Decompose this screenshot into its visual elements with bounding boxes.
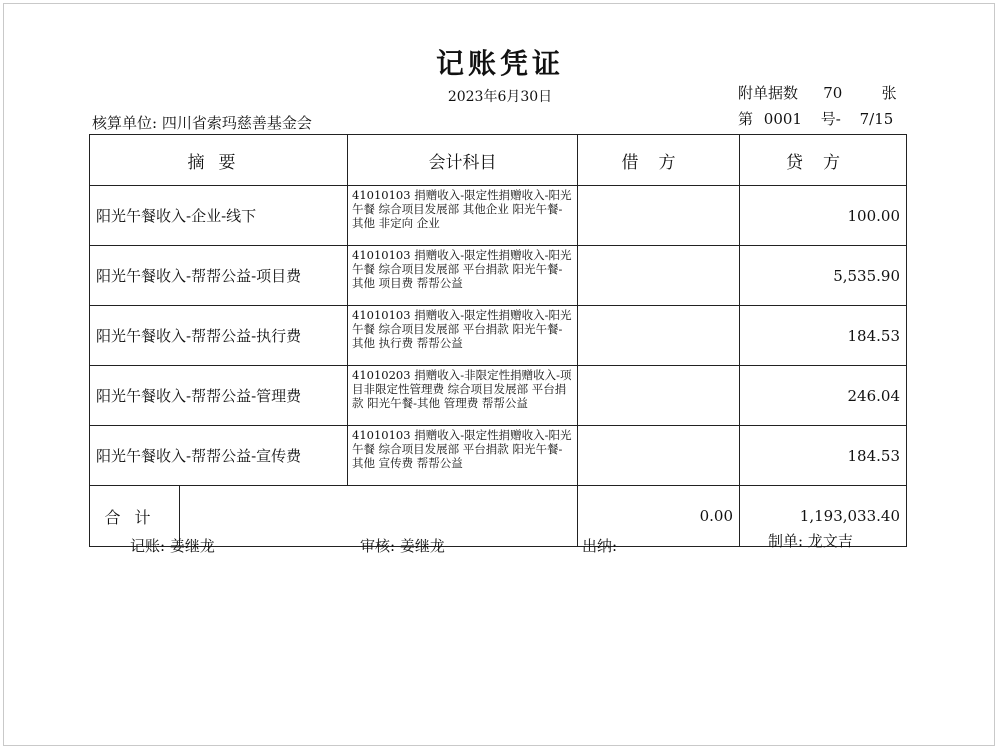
row-summary: 阳光午餐收入-帮帮公益-管理费 xyxy=(90,366,348,426)
row-credit: 5,535.90 xyxy=(740,246,907,306)
row-account: 41010203 捐赠收入-非限定性捐赠收入-项目非限定性管理费 综合项目发展部 平台捐款 阳光午餐-其他 管理费 帮帮公益 xyxy=(348,366,578,426)
row-debit xyxy=(578,306,740,366)
preparer-signature xyxy=(768,530,853,551)
row-summary: 阳光午餐收入-帮帮公益-执行费 xyxy=(90,306,348,366)
voucher-prefix: 第 xyxy=(738,110,754,128)
table-row xyxy=(90,246,907,306)
row-account: 41010103 捐赠收入-限定性捐赠收入-阳光午餐 综合项目发展部 平台捐款 阳光午餐-其他 项目费 帮帮公益 xyxy=(348,246,578,306)
total-label: 合计 xyxy=(90,486,180,547)
row-account: 41010103 捐赠收入-限定性捐赠收入-阳光午餐 综合项目发展部 其他企业 阳光午餐-其他 非定向 企业 xyxy=(348,186,578,246)
row-account: 41010103 捐赠收入-限定性捐赠收入-阳光午餐 综合项目发展部 平台捐款 阳光午餐-其他 执行费 帮帮公益 xyxy=(348,306,578,366)
row-credit: 184.53 xyxy=(740,306,907,366)
row-summary: 阳光午餐收入-帮帮公益-项目费 xyxy=(90,246,348,306)
header-summary: 摘要 xyxy=(90,135,348,186)
row-debit xyxy=(578,246,740,306)
row-debit xyxy=(578,426,740,486)
table-row xyxy=(90,366,907,426)
voucher-date: 2023年6月30日 xyxy=(447,89,553,105)
table-row xyxy=(90,426,907,486)
accounting-unit xyxy=(92,112,312,133)
header-credit: 贷方 xyxy=(740,135,907,186)
unit-label: 核算单位: xyxy=(92,114,158,132)
total-credit: 1,193,033.40 xyxy=(740,486,907,547)
voucher-no: 0001 xyxy=(763,110,802,128)
total-debit: 0.00 xyxy=(578,486,740,547)
voucher-page: 7/15 xyxy=(859,110,894,128)
attachment-count xyxy=(738,82,897,103)
row-debit xyxy=(578,186,740,246)
preparer-name: 龙文吉 xyxy=(807,532,853,550)
attachment-label: 附单据数 xyxy=(738,84,799,102)
row-summary: 阳光午餐收入-企业-线下 xyxy=(90,186,348,246)
attachment-number: 70 xyxy=(823,84,843,102)
cashier-label: 出纳: xyxy=(582,537,618,555)
reviewer-name: 姜继龙 xyxy=(399,537,445,555)
header-debit: 借方 xyxy=(578,135,740,186)
voucher-suffix: 号- xyxy=(820,110,841,128)
row-credit: 184.53 xyxy=(740,426,907,486)
table-row xyxy=(90,306,907,366)
attachment-unit: 张 xyxy=(881,84,897,102)
row-credit: 246.04 xyxy=(740,366,907,426)
cashier-signature xyxy=(582,535,617,556)
reviewer-label: 审核: xyxy=(360,537,396,555)
bookkeeper-label: 记账: xyxy=(130,537,166,555)
unit-name: 四川省索玛慈善基金会 xyxy=(161,114,312,132)
voucher-number xyxy=(738,108,899,129)
row-account: 41010103 捐赠收入-限定性捐赠收入-阳光午餐 综合项目发展部 平台捐款 阳光午餐-其他 宣传费 帮帮公益 xyxy=(348,426,578,486)
voucher-title: 记账凭证 xyxy=(435,47,564,80)
header-account: 会计科目 xyxy=(348,135,578,186)
row-credit: 100.00 xyxy=(740,186,907,246)
row-summary: 阳光午餐收入-帮帮公益-宣传费 xyxy=(90,426,348,486)
table-row xyxy=(90,186,907,246)
bookkeeper-name: 姜继龙 xyxy=(169,537,215,555)
reviewer-signature xyxy=(360,535,445,556)
preparer-label: 制单: xyxy=(768,532,804,550)
header-row xyxy=(90,135,907,186)
voucher-table xyxy=(89,134,907,547)
row-debit xyxy=(578,366,740,426)
bookkeeper-signature xyxy=(130,535,215,556)
